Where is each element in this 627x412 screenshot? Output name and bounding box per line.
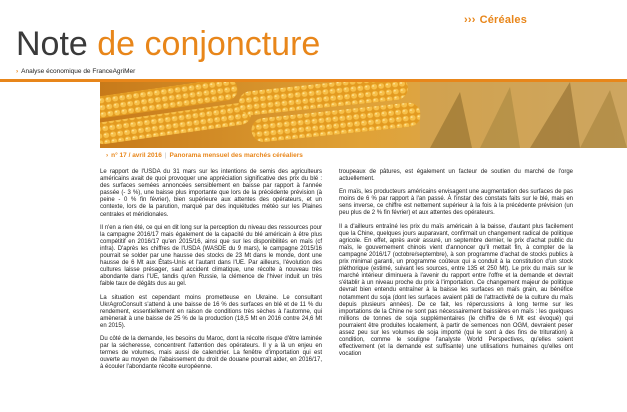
paragraph: Il n'en a rien été, ce qui en dit long sur la perception du niveau des ressources pour la campagne 2016/17 mais également de la capacité du blé américain à être plus compétitif en 2016/17 qu'en 2015/16, ainsi que sur les disponibilités en maïs (cf infra). D'après les chiffres de l'USDA (WASDE du 9 mars), le campagne 2015/16 pourrait se solder par une hausse des stocks de 23 Mt dans le monde, dont une hausse de 6 Mt aux États-Unis et l'autant dans l'UE. Par ailleurs, l'évolution des cultures laisse présager, sauf accident climatique, une récolte à nouveau très abondante dans l'UE, tandis qu'en Russie, la clémence de l'hiver induit un très faible taux de dégâts dus au gel. xyxy=(100,224,322,288)
paragraph: Du côté de la demande, les besoins du Maroc, dont la récolte risque d'être laminée par la sécheresse, concentrent l'attention des opérateurs. Il y a là un enjeu en termes de volumes, mais aussi de calendrier. La fenêtre d'importation qui est ouverte au moyen de l'abaissement du droit de douane pourrait aider, en 2016/17, à écouler l'abondante récolte européenne. xyxy=(100,335,322,371)
paragraph: La situation est cependant moins prometteuse en Ukraine. Le consultant UkrAgroConsult s'attend à une baisse de 16 % des surfaces en blé et de 11 % du rendement, essentiellement en raison de conditions très sèches à l'automne, qui amènerait à une baisse de 25 % de la production (18,5 Mt en 2016 contre 24,6 Mt en 2015). xyxy=(100,294,322,329)
separator: | xyxy=(164,152,167,159)
chevron-right-icon: › xyxy=(16,68,19,75)
chevron-right-icon: › xyxy=(106,152,109,159)
paragraph: En maïs, les producteurs américains envisagent une augmentation des surfaces de pas moins de 6 % par rapport à l'an passé. À l'instar des constats faits sur le blé, mais en sens inverse, ce chiffre est nettement supérieur à la fois à la précédente prévision (un peu plus de 2 % fin février) et aux attentes des opérateurs. xyxy=(339,189,573,217)
title-word-conjoncture: conjoncture xyxy=(144,25,321,63)
corn-illustration xyxy=(100,82,627,148)
paragraph: troupeaux de pâtures, est également un facteur de soutien du marché de l'orge actuellement. xyxy=(339,169,573,183)
report-header xyxy=(0,0,627,83)
report-title xyxy=(16,26,320,62)
issue-kicker: Panorama mensuel des marchés céréaliers xyxy=(169,152,303,159)
report-subtitle xyxy=(16,68,135,75)
category-text: Céréales xyxy=(479,14,528,26)
issue-number: n° 17 / avril 2016 xyxy=(111,152,162,159)
left-margin xyxy=(0,82,100,412)
title-word-note: Note xyxy=(16,25,98,63)
title-word-de: de xyxy=(97,25,145,63)
paragraph: Il a d'ailleurs entraîné les prix du maïs américain à la baisse, d'autant plus facilement que la Chine, quelques jours auparavant, confirmait un changement radical de politique agricole. En effet, après avoir assuré, un septembre dernier, le prix d'achat public du maïs, le gouvernement chinois vient d'annoncer qu'il mettait fin, à compter de la campagne 2016/17 (octobre/septembre), à son programme d'achat de stocks publics à prix minimal garanti, un programme coûteux qui a conduit à la constitution d'un stock pléthorique (estimé, suivant les sources, entre 135 et 250 Mt). Le prix du maïs sur le marché intérieur diminuera à l'avenir du rapport entre l'offre et la demande et devrait s'établir à un niveau proche du prix à l'importation. Ce changement majeur de politique devrait bien entendu entraîner à la baisse les surfaces en maïs grain, au bénéfice notamment du soja (dont les surfaces avaient pâti de l'attractivité de la culture du maïs depuis plusieurs années). De ce fait, les répercussions à long terme sur les importations de la Chine ne sont pas nécessairement baissières en maïs : les quelques millions de tonnes de soja supplémentaires (le chiffre de 6 Mt est évoqué) qui pourraient être produites localement, à partir de semences non OGM, devraient peser assez peu sur les volumes de soja importé (qui le sont à des fins de trituration) à condition, comme le souligne l'analyste World Perspectives, qu'elles soient effectivement (et la demande est suffisante) une utilisations humaines qu'elles ont vocation xyxy=(339,223,573,358)
paragraph: Le rapport de l'USDA du 31 mars sur les intentions de semis des agriculteurs américains avait de quoi provoquer une appréciation significative des prix du blé : des surfaces semées annoncées sensiblement en baisse par rapport à l'année passée (- 3 %), une baisse plus importante que lors de la précédente prévision (à peine - 0 % fin février), bien supérieure aux attentes des opérateurs, et un contexte, lors de la parution, marqué par des inquiétudes météo sur les Plaines centrales et méridionales. xyxy=(100,169,322,218)
article-column-2 xyxy=(339,169,573,364)
article-column-1 xyxy=(100,169,322,377)
issue-line xyxy=(106,152,303,159)
corn-banner-image xyxy=(100,82,627,148)
chevrons-icon: ››› xyxy=(464,14,476,26)
category-label xyxy=(464,14,527,26)
subtitle-text: Analyse économique de FranceAgriMer xyxy=(21,68,136,75)
